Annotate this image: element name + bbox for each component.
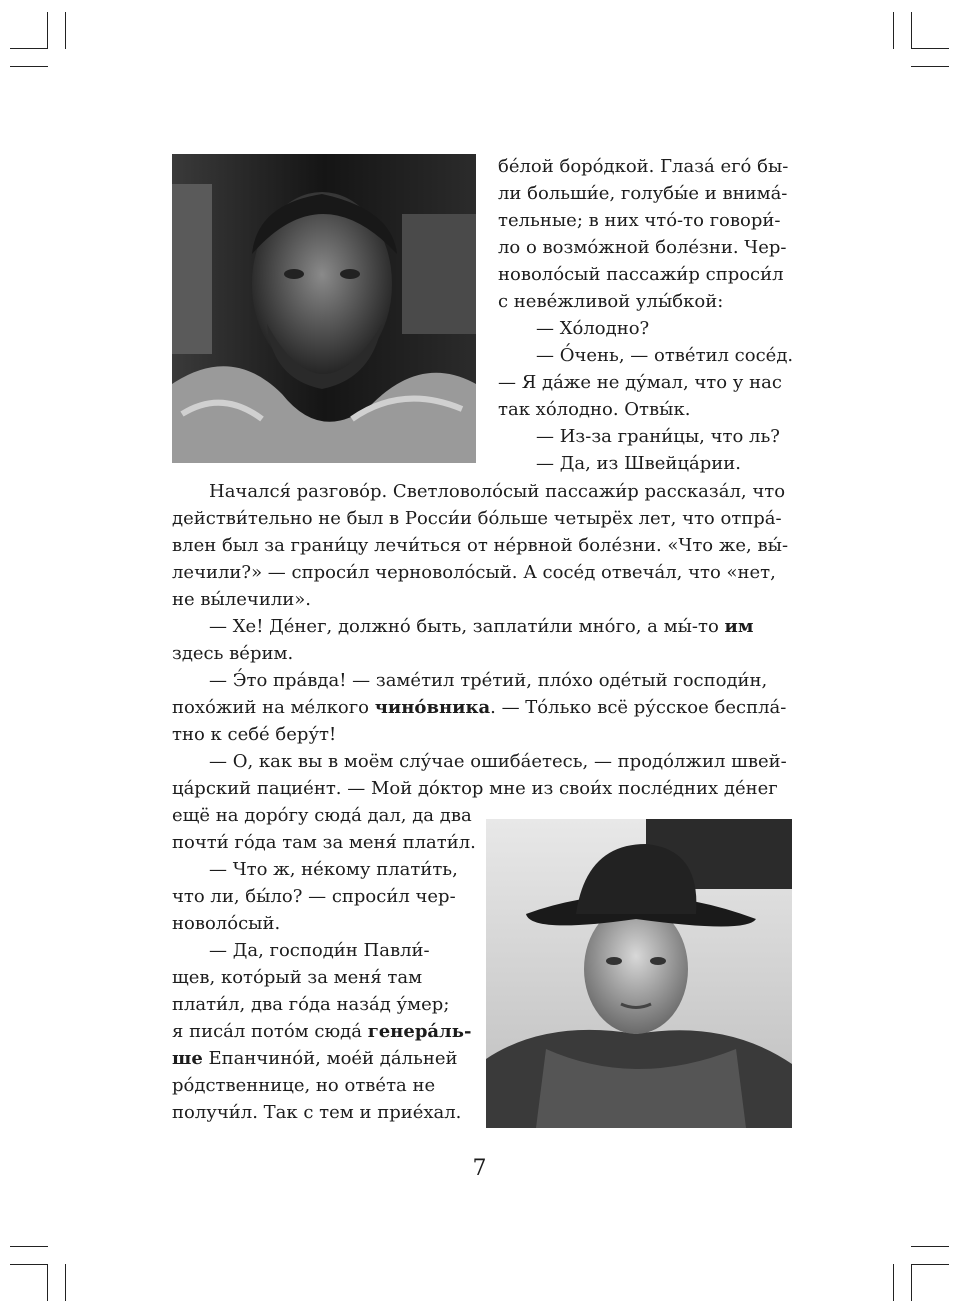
text-line: что ли, бы́ло? — спроси́л чер- <box>172 886 456 907</box>
page-number: 7 <box>472 1156 487 1181</box>
crop-mark-top-right-h2 <box>911 48 949 49</box>
text-line: новоло́сый пассажи́р спроси́л <box>498 264 784 285</box>
crop-mark-top-left-v1 <box>47 12 48 49</box>
crop-mark-bottom-right-h <box>911 1246 949 1247</box>
bold-word: им <box>724 616 754 637</box>
crop-mark-bottom-left-v2 <box>65 1264 66 1301</box>
crop-mark-bottom-right-h2 <box>911 1264 949 1265</box>
text-line: действи́тельно не был в Росси́и бо́льше четырёх лет, что отпра́- <box>172 508 782 529</box>
text-line: — Хо́лодно? <box>536 318 650 339</box>
text-line: я писа́л пото́м сюда́ генера́ль- <box>172 1021 472 1042</box>
crop-mark-bottom-right-v1 <box>893 1264 894 1301</box>
top-portrait-photo <box>172 154 476 463</box>
text-line: бе́лой боро́дкой. Глаза́ его́ бы- <box>498 156 789 177</box>
text-line: — О́чень, — отве́тил сосе́д. <box>536 345 794 366</box>
crop-mark-top-left-h <box>10 66 48 67</box>
text-line: — Да, из Швейца́рии. <box>536 453 741 474</box>
bottom-portrait-photo <box>486 819 792 1128</box>
text-line: так хо́лодно. Отвы́к. <box>498 399 691 420</box>
bold-word: генера́ль- <box>367 1021 472 1042</box>
text-line: ло о возмо́жной боле́зни. Чер- <box>498 237 787 258</box>
text-line: — Да, господи́н Павли́- <box>209 940 430 961</box>
crop-mark-bottom-left-h2 <box>10 1264 48 1265</box>
crop-mark-top-left-v2 <box>65 12 66 49</box>
text-line: — Из-за грани́цы, что ль? <box>536 426 780 447</box>
crop-mark-bottom-left-h <box>10 1246 48 1247</box>
crop-mark-top-left-h2 <box>10 48 48 49</box>
text-line: почти́ го́да там за меня́ плати́л. <box>172 832 476 853</box>
text-line: с неве́жливой улы́бкой: <box>498 291 724 312</box>
crop-mark-top-right-v1 <box>893 12 894 49</box>
bold-word: ше <box>172 1048 203 1069</box>
text-line: ше Епанчино́й, моéй да́льней <box>172 1048 458 1069</box>
crop-mark-bottom-right-v2 <box>911 1264 912 1301</box>
text-line: похо́жий на ме́лкого чино́вника. — То́лько всё ру́сское беспла́- <box>172 697 787 718</box>
text-line: — Э́то пра́вда! — заме́тил тре́тий, пло́хо оде́тый господи́н, <box>209 670 768 691</box>
text-line: влен был за грани́цу лечи́ться от не́рвной боле́зни. «Что же, вы́- <box>172 535 789 556</box>
text-line: здесь ве́рим. <box>172 643 294 664</box>
text-line: получи́л. Так с тем и прие́хал. <box>172 1102 462 1123</box>
crop-mark-bottom-left-v1 <box>47 1264 48 1301</box>
text-line: ро́дственнице, но отве́та не <box>172 1075 436 1096</box>
text-line: щев, кото́рый за меня́ там <box>172 967 423 988</box>
text-line: ца́рский пацие́нт. — Мой до́ктор мне из свои́х после́дних де́нег <box>172 778 778 799</box>
text-line: тельные; в них что́-то говори́- <box>498 210 781 231</box>
text-line: — Что ж, не́кому плати́ть, <box>209 859 458 880</box>
text-line: новоло́сый. <box>172 913 281 934</box>
text-line: ещё на доро́гу сюда́ дал, да два <box>172 805 472 826</box>
text-line: ли больши́е, голубы́е и внима́- <box>498 183 788 204</box>
text-line: Начался́ разгово́р. Светловоло́сый пассажи́р рассказа́л, что <box>209 481 786 502</box>
text-line: плати́л, два го́да наза́д у́мер; <box>172 994 450 1015</box>
text-line: — О, как вы в моём слу́чае ошиба́етесь, — продо́лжил швей- <box>209 751 787 772</box>
text-line: лечили?» — спроси́л черноволо́сый. А сосе́д отвеча́л, что «нет, <box>172 562 776 583</box>
text-line: не вы́лечили». <box>172 589 311 610</box>
crop-mark-top-right-v2 <box>911 12 912 49</box>
text-line: — Хе! Де́нег, должно́ быть, заплати́ли мно́го, а мы́-то им <box>209 616 754 637</box>
crop-mark-top-right-h <box>911 66 949 67</box>
bold-word: чино́вника <box>374 697 491 718</box>
text-line: — Я да́же не ду́мал, что у нас <box>498 372 782 393</box>
text-line: тно к себе́ беру́т! <box>172 724 337 745</box>
